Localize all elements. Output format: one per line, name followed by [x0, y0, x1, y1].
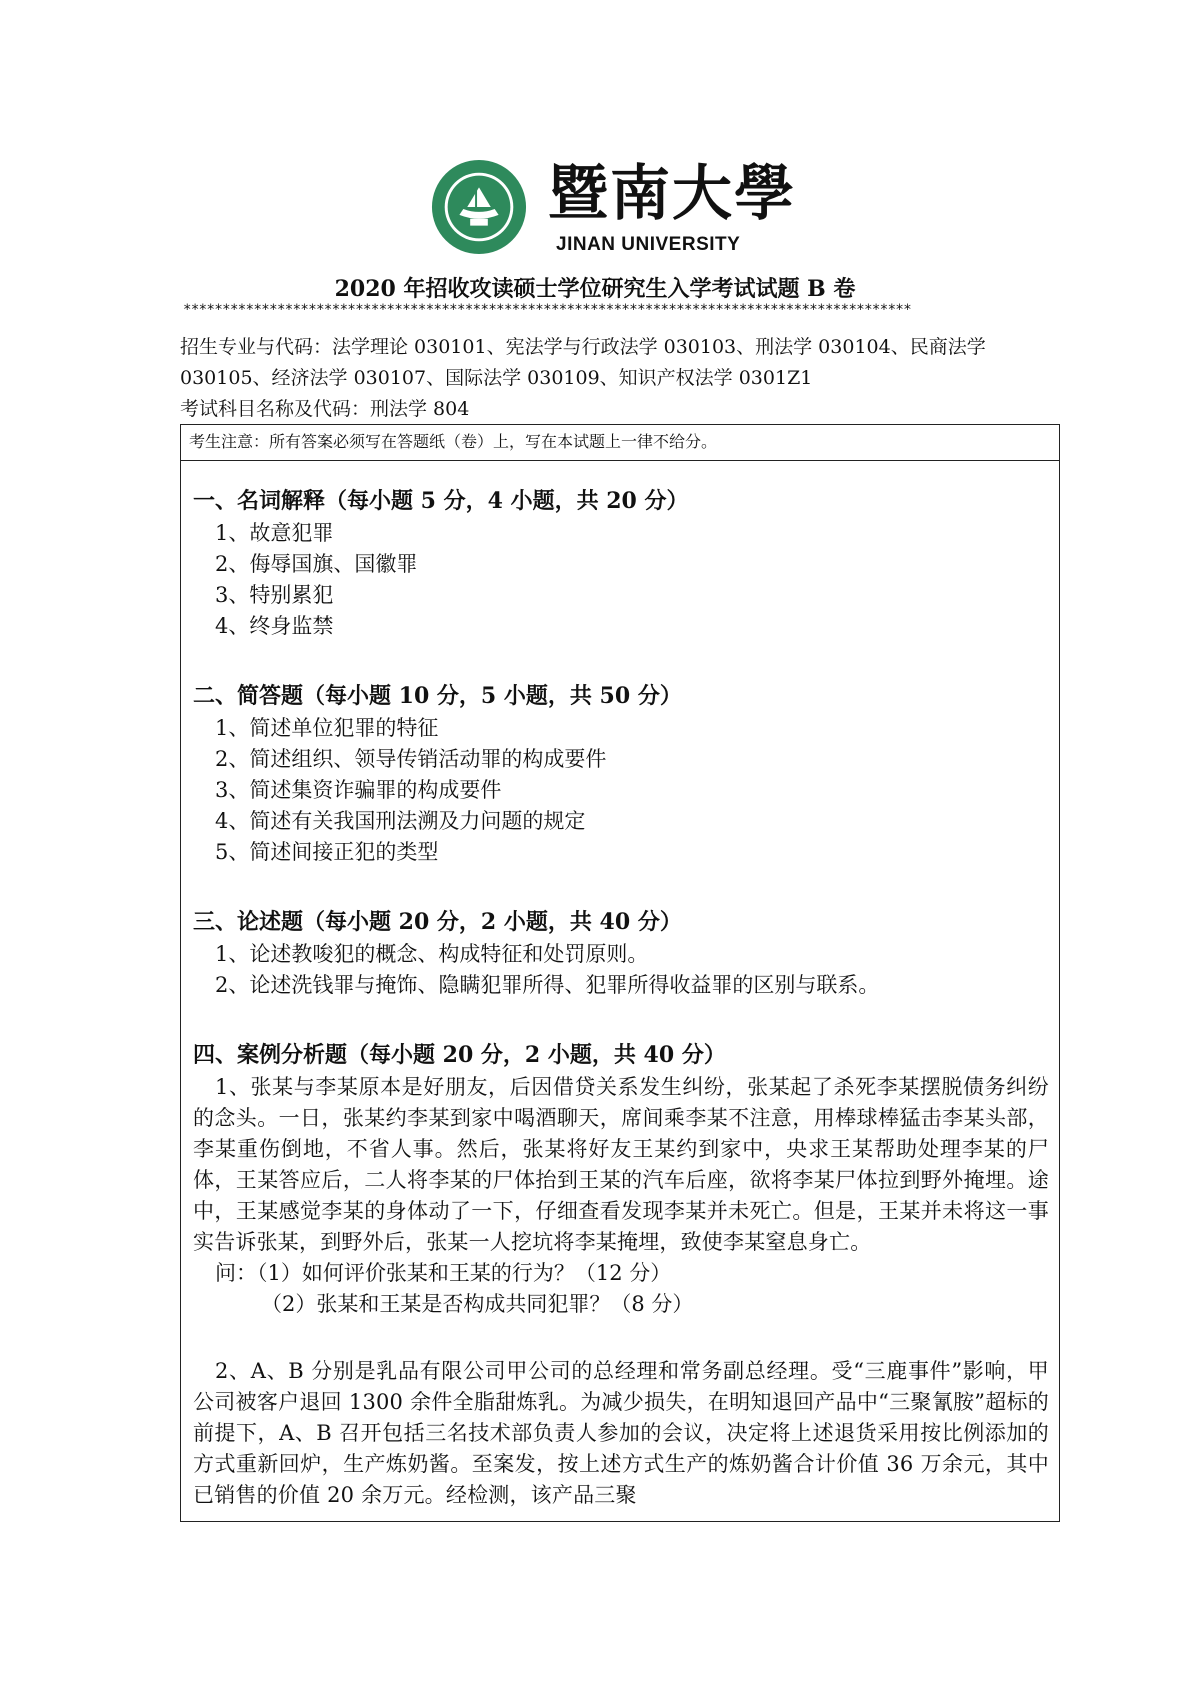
major-codes-line-2: 030105、经济法学 030107、国际法学 030109、知识产权法学 0301Z1 — [180, 367, 813, 389]
section-heading: 一、名词解释（每小题 5 分，4 小题，共 20 分） — [193, 488, 689, 514]
list-item: 1、故意犯罪 — [215, 521, 334, 545]
list-item: 2、侮辱国旗、国徽罪 — [215, 552, 418, 576]
section-essay — [193, 906, 1049, 1001]
star-divider: ********************************************************************************************* — [183, 302, 912, 318]
question-box — [180, 424, 1060, 1522]
subject-name-code: 考试科目名称及代码：刑法学 804 — [180, 398, 470, 420]
section-heading: 四、案例分析题（每小题 20 分，2 小题，共 40 分） — [193, 1042, 726, 1068]
questions-content — [193, 485, 1049, 1511]
list-item: 2、简述组织、领导传销活动罪的构成要件 — [215, 747, 607, 771]
list-item: 4、终身监禁 — [215, 614, 334, 638]
candidate-notice: 考生注意：所有答案必须写在答题纸（卷）上，写在本试题上一律不给分。 — [181, 425, 1059, 461]
logo-chinese-name: 暨南大學 — [548, 159, 796, 229]
list-item: 2、论述洗钱罪与掩饰、隐瞒犯罪所得、犯罪所得收益罪的区别与联系。 — [215, 973, 880, 997]
case-1-text: 1、张某与李某原本是好朋友，后因借贷关系发生纠纷，张某起了杀死李某摆脱债务纠纷的念头。一日，张某约李某到家中喝酒聊天，席间乘李某不注意，用棒球棒猛击李某头部，李某重伤倒地，不省人事。然后，张某将好友王某约到家中，央求王某帮助处理李某的尸体，王某答应后，二人将李某的尸体抬到王某的汽车后座，欲将李某尸体拉到野外掩埋。途中，王某感觉李某的身体动了一下，仔细查看发现李某并未死亡。但是，王某并未将这一事实告诉张某，到野外后，张某一人挖坑将李某掩埋，致使李某窒息身亡。 — [193, 1075, 1049, 1254]
logo-english-name: JINAN UNIVERSITY — [556, 234, 741, 255]
exam-title: 2020 年招收攻读硕士学位研究生入学考试试题 B 卷 — [334, 276, 856, 302]
section-case-analysis — [193, 1039, 1049, 1511]
section-heading: 二、简答题（每小题 10 分，5 小题，共 50 分） — [193, 683, 682, 709]
major-codes-line-1: 招生专业与代码：法学理论 030101、宪法学与行政法学 030103、刑法学 030104、民商法学 — [180, 336, 986, 358]
list-item: 1、论述教唆犯的概念、构成特征和处罚原则。 — [215, 942, 649, 966]
list-item: 5、简述间接正犯的类型 — [215, 840, 439, 864]
case-1-question-1: 问：（1）如何评价张某和王某的行为？（12 分） — [215, 1261, 672, 1285]
list-item: 4、简述有关我国刑法溯及力问题的规定 — [215, 809, 586, 833]
list-item: 3、简述集资诈骗罪的构成要件 — [215, 778, 502, 802]
section-terms — [193, 485, 1049, 642]
case-1-question-2: （2）张某和王某是否构成共同犯罪？（8 分） — [261, 1292, 694, 1316]
university-logo — [430, 158, 796, 258]
list-item: 1、简述单位犯罪的特征 — [215, 716, 439, 740]
list-item: 3、特别累犯 — [215, 583, 334, 607]
case-2-text: 2、A、B 分别是乳品有限公司甲公司的总经理和常务副总经理。受“三鹿事件”影响，甲公司被客户退回 1300 余件全脂甜炼乳。为减少损失，在明知退回产品中“三聚氰胺”超标的前提下，A、B 召开包括三名技术部负责人参加的会议，决定将上述退货采用按比例添加的方式重新回炉，生产炼奶酱。至案发，按上述方式生产的炼奶酱合计价值 36 万余元，其中已销售的价值 20 余万元。经检测，该产品三聚 — [193, 1359, 1049, 1507]
section-heading: 三、论述题（每小题 20 分，2 小题，共 40 分） — [193, 909, 682, 935]
section-short-answer — [193, 680, 1049, 868]
university-seal-icon — [430, 158, 528, 256]
